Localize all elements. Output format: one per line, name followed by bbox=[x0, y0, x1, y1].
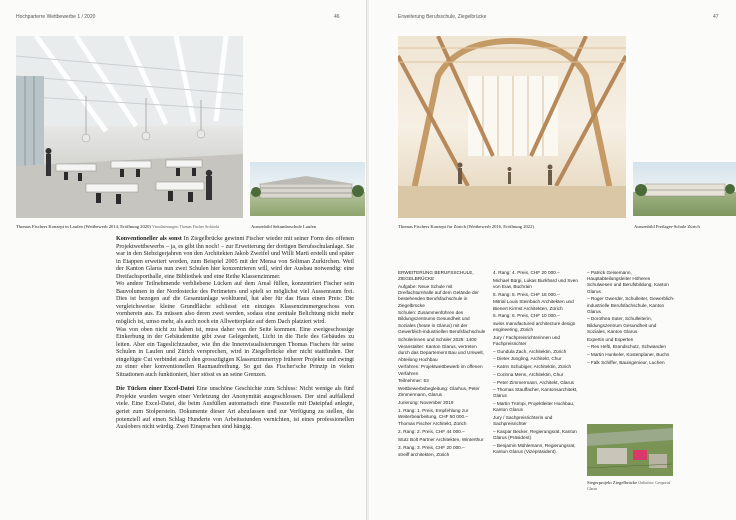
col1-line: Jurierung: November 2019 bbox=[398, 399, 454, 405]
col2-line: Mitrial Louis Steinbach Architekten und Bienert Kirmst Architekten, Zürich bbox=[493, 299, 574, 311]
paragraph-1 bbox=[116, 236, 354, 281]
col3-line: – Falk Schiffer, Bauingenieur, Luchen bbox=[587, 359, 665, 365]
competition-facts-column-3 bbox=[587, 270, 675, 367]
col1-line: 1. Rang: 1. Preis, Empfehlung zur Weiterbearbeitung, CHF 50 000.– bbox=[398, 407, 469, 419]
paragraph-1-text: In Ziegelbrücke gewinnt Fischer wieder mit seiner Form des offenen Projektwettbewerbs – ja, es gibt ihn noch! – zur Erweiterung der dortigen Berufsschulanlage. Sie war in den Siebzigerjahren von den Architekten Jakob Zweifel und Willi Marti erstellt und später in Etappen erweitert worden, zum Beispiel 2005 mit der Mensa von Soliman Zurkirchen. Weil der Kanton Glarus nun zwei Schulen hier konzentrieren will, wird der Ausbau notwendig: eine Dreifachsporthalle, eine Bibliothek und eine Reihe Klassenzimmer. bbox=[116, 236, 354, 280]
col2-line: Jury / Sachpreisrichterin und Sachpreisrichter bbox=[493, 415, 553, 427]
col2-line: – Peter Zimmermann, Architekt, Glarus bbox=[493, 379, 575, 385]
col2-line: 4. Rang: 4. Preis, CHF 20 000.– bbox=[493, 270, 560, 275]
col3-line: Expertin und Experten bbox=[587, 336, 634, 342]
competition-facts-column-2 bbox=[493, 270, 579, 457]
col3-line: – Res Hefti, Brandschutz, Schwanden bbox=[587, 344, 666, 350]
competition-facts-column-1 bbox=[398, 270, 486, 460]
col2-line: – Corinna Menn, Architektin, Chur bbox=[493, 371, 564, 377]
caption-main-right: Thomas Fischers Konzept für Zürich (Wettbewerb 2016, Eröffnung 2022) bbox=[398, 224, 534, 229]
site-plan-drawing bbox=[587, 424, 673, 476]
caption-main-left-text: Thomas Fischers Konzept in Laufen (Wettbewerb 2014, Eröffnung 2020) bbox=[16, 224, 151, 229]
page-number-right: 47 bbox=[713, 14, 719, 20]
col1-line: 3. Rang: 3. Preis, CHF 20 000.– bbox=[398, 444, 465, 450]
col1-line: Teilnehmer: 53 bbox=[398, 378, 429, 384]
col2-line: – Dieter Jüngling, Architekt, Chur bbox=[493, 356, 562, 362]
zurich-exterior-drawing bbox=[633, 162, 736, 216]
caption-site-plan-credit: Orthofoto: Geoportal Glarus bbox=[587, 481, 671, 491]
col2-line: 6. Rang: 6. Preis, CHF 10 000.– bbox=[493, 313, 560, 319]
col1-line: Aufgabe: Neue Schule mit Dreifachturnhalle auf dem Gelände der bestehenden Berufsfachschule in Ziegelbrücke bbox=[398, 283, 479, 308]
col2-line: – Martin Trümpi, Projektleiter Hochbau, Kanton Glarus bbox=[493, 401, 575, 413]
col1-line: Schülerinnen und Schüler 2025: 1400 bbox=[398, 336, 477, 342]
col3-line: – Dorothea Suter, Schulleiterin, Bildungszentrum Gesundheit und Soziales, Kanton Glarus bbox=[587, 316, 657, 334]
col1-line: 2. Rang: 2. Preis, CHF 44 000.– bbox=[398, 429, 465, 435]
col1-line: ERWEITERUNG BERUFSSCHULE, ZIEGELBRÜCKE bbox=[398, 270, 474, 282]
paragraph-4-text: Eine unschöne Geschichte zum Schluss: Nicht wenige als fünf Projekte wurden wegen einer Verletzung der Anonymität ausgeschlossen. Der sind auffallend viele. Eine Excel-Datei, die beim Ausfüllen automatisch eine Fusszeile mit Dateipfad anlegte, geriet zum Stolperstein. Dokumente dieser Art abzufassen und zur Verfügung zu stellen, die potenziell auf einen Schlag Hunderte von Arbeitsstunden vernichten, ist eines professionellen Auslobers nicht würdig. Zwei Einsprachen sind hängig. bbox=[116, 386, 354, 431]
paragraph-4 bbox=[116, 386, 354, 431]
running-head-right: Erweiterung Berufsschule, Ziegelbrücke bbox=[398, 14, 487, 20]
caption-site-plan-text: Siegerprojekt Ziegelbrücke bbox=[587, 480, 638, 485]
col2-line: Michael Bürgi, Lukas Burkhard und Sven von Euw, Buchrain bbox=[493, 277, 578, 289]
col2-line: – Katrin Schubiger, Architektin, Zürich bbox=[493, 364, 572, 370]
left-page bbox=[0, 0, 367, 520]
exterior-photo-laufen bbox=[250, 162, 365, 216]
interior-visualization-zurich bbox=[398, 36, 626, 218]
col2-line: – Gundula Zach, Architektin, Zürich bbox=[493, 348, 567, 354]
zurich-interior-drawing bbox=[398, 36, 626, 218]
col1-line: Verfahren: Projektwettbewerb im offenen Verfahren bbox=[398, 364, 483, 376]
col2-line: – Benjamin Mühlemann, Regierungsrat, Kanton Glarus (Vizepräsident) bbox=[493, 442, 576, 455]
col3-line: – Martin Hunkeler, Kostenplaner, Buchs bbox=[587, 351, 670, 357]
paragraph-2 bbox=[116, 281, 354, 326]
right-page bbox=[369, 0, 736, 520]
page-number-left: 46 bbox=[334, 14, 340, 20]
interior-visualization-laufen bbox=[16, 36, 243, 218]
col1-line: Schulen: Zusammenführen des Bildungszentrums Gesundheit und Soziales (heute in Glarus) mit der Gewerblich-industriellen Berufsfachschule bbox=[398, 310, 486, 334]
col2-line: – Thomas Stauffacher, Kantonsarchitekt, Glarus bbox=[493, 387, 578, 399]
laufen-interior-drawing bbox=[16, 36, 243, 218]
exterior-photo-zurich bbox=[633, 162, 736, 216]
article-body bbox=[116, 236, 354, 432]
col2-line: Jury / Fachpreisrichterinnen und Fachpreisrichter bbox=[493, 334, 560, 347]
paragraph-1-lead: Konventioneller als sonst bbox=[116, 236, 182, 242]
col2-line: swiss manufactured architecture design engineering, Zürich bbox=[493, 320, 576, 333]
running-head-left: Hochparterre Wettbewerbe 1 / 2020 bbox=[16, 14, 96, 20]
paragraph-2-text: Wo andere Teilnehmende verbliebene Lücken auf dem Areal füllen, konzentriert Fischer sein Bauvolumen in der Nordostecke des Perimeters und spielt so möglichst viel Aussenraum frei. Dies ist bezogen auf die Gesamtanlage wohltuend, hat aber für das Haus einen Preis: Die vergleichsweise kleine Grundfläche schliesst ein einziges Klassenzimmergeschoss von vornherein aus. Es müssen also deren zwei werden, sodass eine zenitale Belichtung nicht mehr möglich ist, umso mehr, als auch noch ein Allwetterplatz auf dem Dach platziert wird. bbox=[116, 281, 354, 326]
laufen-exterior-drawing bbox=[250, 162, 365, 216]
col1-line: Wettbewerbsbegleitung: Glarhus, Peter Zimmermann, Glarus bbox=[398, 385, 480, 398]
caption-side-right: Aussenbild Freilager-Schule Zürich bbox=[634, 224, 700, 229]
paragraph-3-text: Was von oben nicht zu haben ist, muss daher von der Seite kommen. Eine zweigeschossige Einkerbung in der Gebäudemitte gibt zwar Gelegenheit, Licht in die Tiefe des Gebäudes zu leiten. Aber ein Tageslichtzauber, wie ihn die Innenvisualisierungen Thomas Fischers für seine Schulen in Laufen und Zürich versprechen, wird in Ziegelbrücke eher nicht stattfinden. Der eingefügte Cut verbindet auch den grosszügigen Klassenzimmertyp früherer Projekte und zwingt zu einer eher konventionellen Raumaufreihung. So gut das Fischer'sche Prinzip in vielen Situationen auch funktioniert, hier stösst es an seine Grenzen. bbox=[116, 326, 354, 378]
col1-line: streiff architekten, Zürich bbox=[398, 452, 450, 458]
paragraph-3 bbox=[116, 327, 354, 380]
caption-main-left bbox=[16, 224, 256, 230]
col2-line: – Kaspar Becker, Regierungsrat, Kanton Glarus (Präsident) bbox=[493, 428, 577, 441]
col1-line: Stutz Bolt Partner Architekten, Winterthur bbox=[398, 436, 484, 442]
caption-main-left-credit: Visualisierungen: Thomas Fischer Architekt bbox=[152, 225, 219, 229]
col3-line: – Patrick Geisemann, Hauptabteilungsleiter Höheres Schulwesen und Berufsbildung, Kanton Glarus bbox=[587, 270, 669, 294]
site-plan-aerial bbox=[587, 424, 673, 476]
paragraph-4-lead: Die Tücken einer Excel-Datei bbox=[116, 386, 195, 393]
col1-line: Veranstalter: Kanton Glarus, vertreten durch das Departement Bau und Umwelt, Abteilung Hochbau bbox=[398, 344, 484, 362]
caption-side-left: Aussenbild Sekundarschule Laufen bbox=[251, 224, 317, 229]
caption-site-plan bbox=[587, 480, 675, 492]
col3-line: – Roger Gwerder, Schulleiter, Gewerblich-industrielle Berufsfachschule, Kanton Glarus bbox=[587, 296, 675, 314]
col1-line: Thomas Fischer Architekt, Zürich bbox=[398, 421, 467, 427]
col2-line: 5. Rang: 5. Preis, CHF 18 000.– bbox=[493, 291, 560, 297]
